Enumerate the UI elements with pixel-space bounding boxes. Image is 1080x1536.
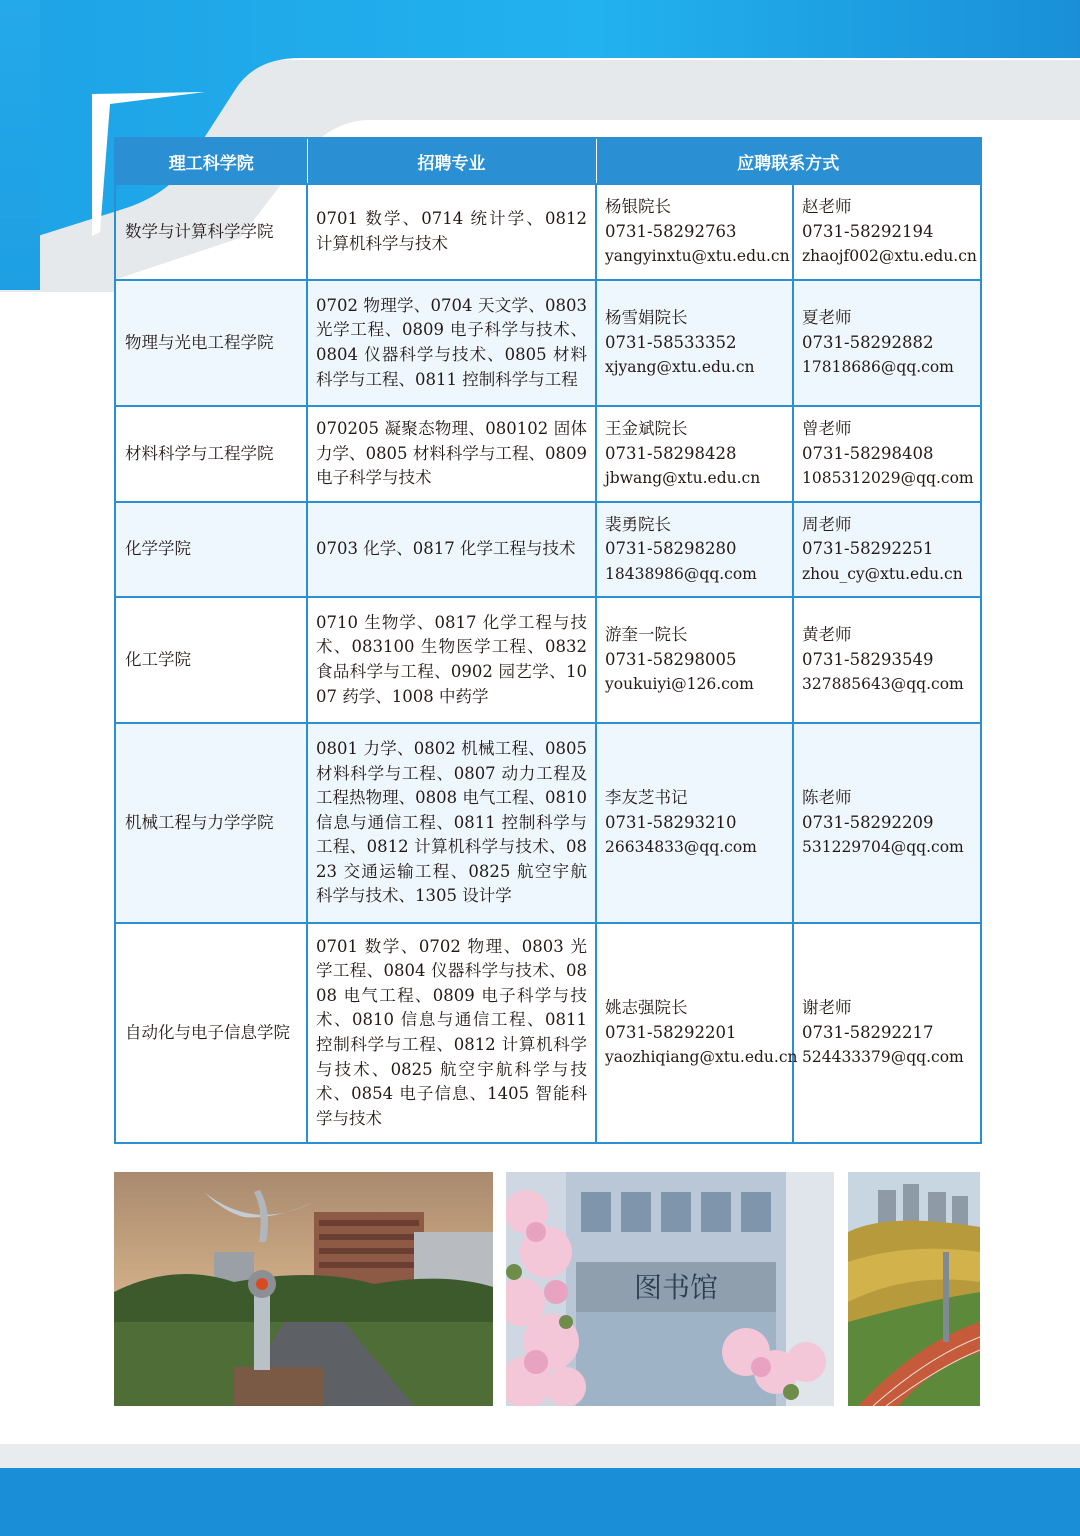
contact-phone: 0731-58292882 bbox=[802, 332, 934, 352]
contact-primary bbox=[596, 184, 793, 280]
contact-email: 531229704@qq.com bbox=[802, 838, 964, 857]
contact-primary bbox=[596, 597, 793, 723]
contact-name: 游奎一院长 bbox=[605, 625, 688, 645]
majors-list: 0801 力学、0802 机械工程、0805 材料科学与工程、0807 动力工程及工程热物理、0808 电气工程、0810 信息与通信工程、0811 控制科学与工程、0812 计算机科学与技术、0823 交通运输工程、0825 航空宇航科学与技术、1305 设计学 bbox=[307, 723, 596, 923]
contact-phone: 0731-58292217 bbox=[802, 1022, 934, 1042]
contact-name: 李友芝书记 bbox=[605, 788, 688, 808]
contact-phone: 0731-58292209 bbox=[802, 812, 934, 832]
table-row bbox=[115, 923, 981, 1143]
majors-list: 0701 数学、0714 统计学、0812 计算机科学与技术 bbox=[307, 184, 596, 280]
contact-phone: 0731-58298280 bbox=[605, 539, 737, 559]
majors-list: 070205 凝聚态物理、080102 固体力学、0805 材料科学与工程、0809 电子科学与技术 bbox=[307, 406, 596, 502]
table-row bbox=[115, 597, 981, 723]
contact-phone: 0731-58292763 bbox=[605, 221, 737, 241]
contact-email: 327885643@qq.com bbox=[802, 675, 964, 694]
library-sign-text: 图书馆 bbox=[633, 1271, 719, 1304]
contact-phone: 0731-58298428 bbox=[605, 443, 737, 463]
contact-name: 黄老师 bbox=[802, 625, 852, 645]
majors-list: 0710 生物学、0817 化学工程与技术、083100 生物医学工程、0832 食品科学与工程、0902 园艺学、1007 药学、1008 中药学 bbox=[307, 597, 596, 723]
table-row bbox=[115, 406, 981, 502]
college-name: 自动化与电子信息学院 bbox=[115, 923, 307, 1143]
contact-phone: 0731-58533352 bbox=[605, 332, 737, 352]
contact-name: 陈老师 bbox=[802, 788, 852, 808]
table-row bbox=[115, 184, 981, 280]
contact-email: zhaojf002@xtu.edu.cn bbox=[802, 247, 977, 266]
majors-list: 0701 数学、0702 物理、0803 光学工程、0804 仪器科学与技术、0808 电气工程、0809 电子科学与技术、0810 信息与通信工程、0811 控制科学与工程、0812 计算机科学与技术、0825 航空宇航科学与技术、0854 电子信息、1405 智能科学与技术 bbox=[307, 923, 596, 1143]
table-row bbox=[115, 280, 981, 406]
campus-sculpture-photo bbox=[114, 1172, 493, 1406]
contact-phone: 0731-58293549 bbox=[802, 649, 934, 669]
contact-secondary bbox=[793, 280, 981, 406]
footer-blue-band bbox=[0, 1468, 1080, 1536]
contact-primary bbox=[596, 406, 793, 502]
contact-phone: 0731-58298408 bbox=[802, 443, 934, 463]
contact-secondary bbox=[793, 184, 981, 280]
contact-secondary bbox=[793, 923, 981, 1143]
contact-name: 裴勇院长 bbox=[605, 514, 671, 534]
running-track-photo bbox=[848, 1172, 980, 1406]
college-name: 机械工程与力学学院 bbox=[115, 723, 307, 923]
college-name: 物理与光电工程学院 bbox=[115, 280, 307, 406]
contact-name: 姚志强院长 bbox=[605, 998, 688, 1018]
header-college: 理工科学院 bbox=[115, 138, 307, 184]
contact-email: jbwang@xtu.edu.cn bbox=[605, 469, 761, 488]
header-majors: 招聘专业 bbox=[307, 138, 596, 184]
contact-email: zhou_cy@xtu.edu.cn bbox=[802, 564, 963, 583]
contact-phone: 0731-58292251 bbox=[802, 539, 934, 559]
contact-phone: 0731-58298005 bbox=[605, 649, 737, 669]
contact-phone: 0731-58292194 bbox=[802, 221, 934, 241]
contact-name: 谢老师 bbox=[802, 998, 852, 1018]
contact-name: 杨银院长 bbox=[605, 197, 671, 217]
contact-email: yaozhiqiang@xtu.edu.cn bbox=[605, 1048, 798, 1067]
contact-email: 17818686@qq.com bbox=[802, 358, 954, 377]
contact-email: yangyinxtu@xtu.edu.cn bbox=[605, 247, 790, 266]
contact-name: 王金斌院长 bbox=[605, 419, 688, 439]
contact-primary bbox=[596, 923, 798, 1143]
college-name: 数学与计算科学学院 bbox=[115, 184, 307, 280]
contact-email: 524433379@qq.com bbox=[802, 1048, 964, 1067]
contact-primary bbox=[596, 280, 793, 406]
recruitment-table bbox=[114, 137, 982, 1144]
table-row bbox=[115, 502, 981, 597]
majors-list: 0702 物理学、0704 天文学、0803 光学工程、0809 电子科学与技术、0804 仪器科学与技术、0805 材料科学与工程、0811 控制科学与工程 bbox=[307, 280, 596, 406]
table-header-row bbox=[115, 138, 981, 184]
majors-list: 0703 化学、0817 化学工程与技术 bbox=[307, 502, 596, 597]
contact-phone: 0731-58293210 bbox=[605, 812, 737, 832]
contact-email: xjyang@xtu.edu.cn bbox=[605, 358, 755, 377]
contact-email: 26634833@qq.com bbox=[605, 838, 757, 857]
contact-secondary bbox=[793, 723, 981, 923]
college-name: 化工学院 bbox=[115, 597, 307, 723]
header-contact: 应聘联系方式 bbox=[596, 138, 981, 184]
contact-primary bbox=[596, 723, 793, 923]
contact-name: 周老师 bbox=[802, 514, 852, 534]
contact-email: 1085312029@qq.com bbox=[802, 469, 974, 488]
contact-primary bbox=[596, 502, 793, 597]
contact-secondary bbox=[793, 597, 981, 723]
contact-name: 夏老师 bbox=[802, 308, 852, 328]
contact-secondary bbox=[793, 406, 981, 502]
contact-name: 曾老师 bbox=[802, 419, 852, 439]
footer-grey-band bbox=[0, 1444, 1080, 1468]
table-row bbox=[115, 723, 981, 923]
college-name: 材料科学与工程学院 bbox=[115, 406, 307, 502]
contact-secondary bbox=[793, 502, 981, 597]
library-building-photo bbox=[506, 1172, 834, 1406]
college-name: 化学学院 bbox=[115, 502, 307, 597]
contact-name: 杨雪娟院长 bbox=[605, 308, 688, 328]
contact-phone: 0731-58292201 bbox=[605, 1022, 737, 1042]
contact-email: youkuiyi@126.com bbox=[605, 675, 754, 694]
contact-name: 赵老师 bbox=[802, 197, 852, 217]
contact-email: 18438986@qq.com bbox=[605, 564, 757, 583]
